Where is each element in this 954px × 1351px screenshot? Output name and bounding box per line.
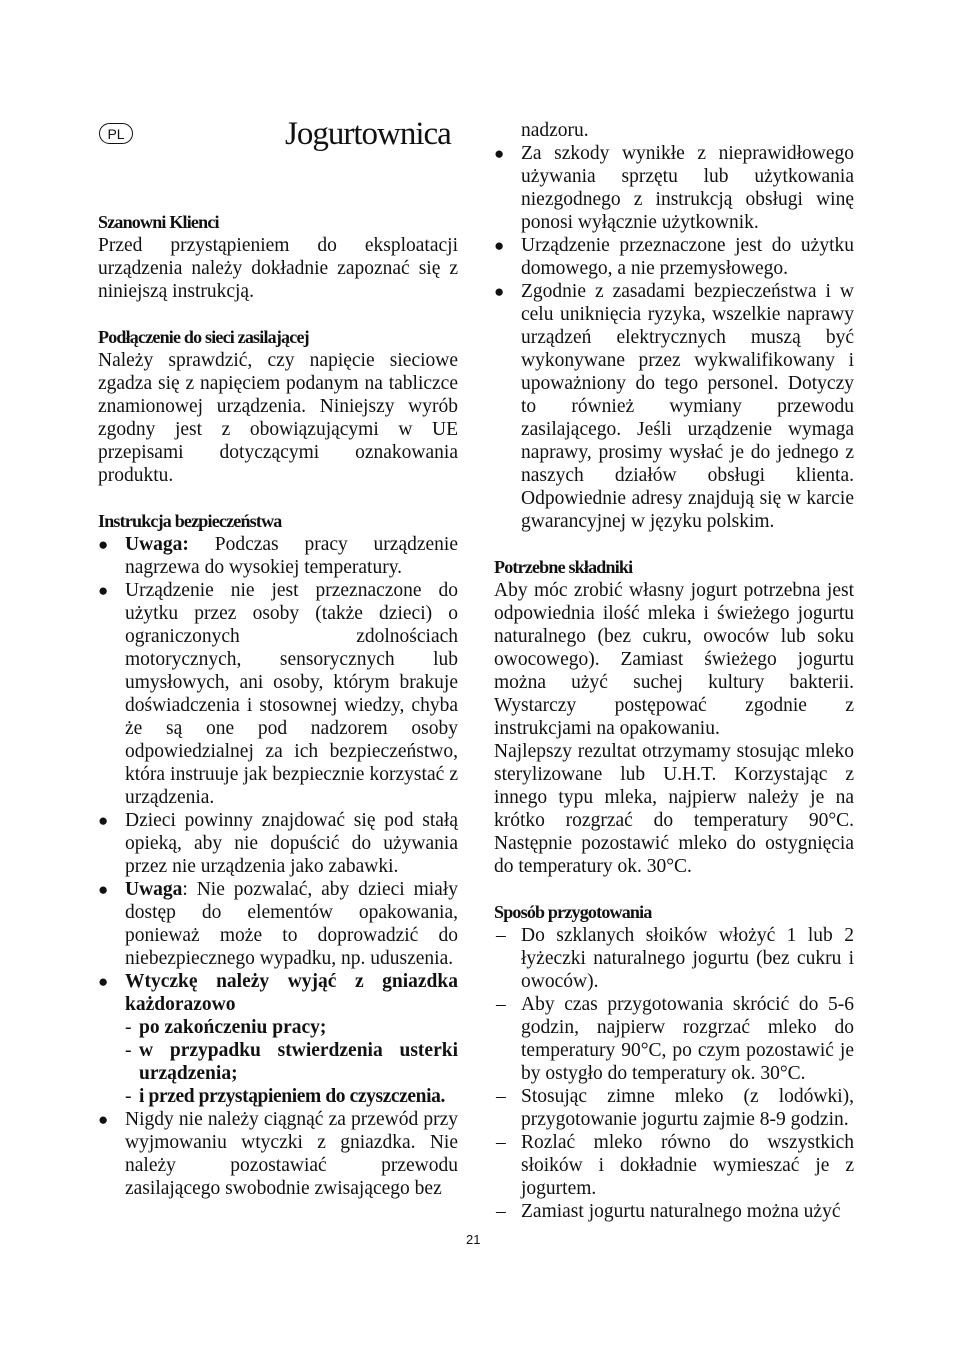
- bullet-bold-label: Wtyczkę należy wyjąć z gniazdka każdorazowo: [125, 971, 458, 1015]
- language-badge: PL: [99, 123, 133, 144]
- paragraph-skladniki-2: Najlepszy rezultat otrzymamy stosując mleko sterylizowane lub U.H.T. Korzystając z innego typu mleka, najpierw należy je na krótko rozgrzać do temperatury 90°C. Następnie pozostawić mleko do ostygnięcia do temperatury ok. 30°C.: [494, 741, 854, 877]
- list-item: – Stosując zimne mleko (z lodówki), przygotowanie jogurtu zajmie 8-9 godzin.: [494, 1085, 854, 1131]
- heading-instrukcja-bezpieczenstwa: Instrukcja bezpieczeństwa: [98, 511, 282, 531]
- list-item: – Zamiast jogurtu naturalnego można użyć: [494, 1200, 854, 1223]
- heading-podlaczenie: Podłączenie do sieci zasilającej: [98, 327, 309, 347]
- right-column: [494, 0, 854, 1223]
- bullet-bold-label: Uwaga:: [125, 534, 189, 555]
- sub-list-item: - i przed przystąpieniem do czyszczenia.: [98, 1085, 458, 1108]
- paragraph-continuation: nadzoru.: [521, 120, 589, 141]
- paragraph-skladniki-1: Aby móc zrobić własny jogurt potrzebna jest odpowiednia ilość mleka i świeżego jogurtu naturalnego (bez cukru, owoców lub soku owocowego). Zamiast świeżego jogurtu można użyć suchej kultury bakterii. Wystarczy postępować zgodnie z instrukcjami na opakowaniu.: [494, 580, 854, 739]
- list-item: [98, 533, 458, 579]
- sub-list-item: - w przypadku stwierdzenia usterki urządzenia;: [98, 1039, 458, 1085]
- list-item: ● Dzieci powinny znajdować się pod stałą opieką, aby nie dopuścić do używania przez nie urządzenia jako zabawki.: [98, 809, 458, 878]
- list-item: ● Nigdy nie należy ciągnąć za przewód przy wyjmowaniu wtyczki z gniazdka. Nie należy pozostawiać przewodu zasilającego swobodnie zwisającego bez: [98, 1108, 458, 1200]
- page-number: 21: [466, 1232, 481, 1247]
- bullet-text: : Nie pozwalać, aby dzieci miały dostęp do elementów opakowania, ponieważ może to doprowadzić do niebezpiecznego wypadku, np. uduszenia.: [125, 879, 458, 969]
- list-item: ● Za szkody wynikłe z nieprawidłowego używania sprzętu lub użytkowania niezgodnego z instrukcją obsługi winę ponosi wyłącznie użytkownik.: [494, 142, 854, 234]
- list-item: – Do szklanych słoików włożyć 1 lub 2 łyżeczki naturalnego jogurtu (bez cukru i owoców).: [494, 924, 854, 993]
- list-item: ● Urządzenie nie jest przeznaczone do użytku przez osoby (także dzieci) o ograniczonych zdolnościach motorycznych, sensorycznych lub umysłowych, ani osoby, którym brakuje doświadczenia i stosownej wiedzy, chyba że są one pod nadzorem osoby odpowiedzialnej za ich bezpieczeństwo, która instruuje jak bezpiecznie korzystać z urządzenia.: [98, 579, 458, 809]
- paragraph-podlaczenie: Należy sprawdzić, czy napięcie sieciowe zgadza się z napięciem podanym na tabliczce znamionowej urządzenia. Niniejszy wyrób zgodny jest z obowiązującymi w UE przepisami dotyczącymi oznakowania produktu.: [98, 350, 458, 486]
- list-item: ● Urządzenie przeznaczone jest do użytku domowego, a nie przemysłowego.: [494, 234, 854, 280]
- left-column: [98, 0, 458, 1200]
- sub-list-item: - po zakończeniu pracy;: [98, 1016, 458, 1039]
- list-item: – Rozlać mleko równo do wszystkich słoików i dokładnie wymieszać je z jogurtem.: [494, 1131, 854, 1200]
- heading-sposob-przygotowania: Sposób przygotowania: [494, 902, 652, 922]
- list-item: [98, 970, 458, 1016]
- list-item: – Aby czas przygotowania skrócić do 5-6 godzin, najpierw rozgrzać mleko do temperatury 90°C, po czym pozostawić je by ostygło do temperatury ok. 30°C.: [494, 993, 854, 1085]
- bullet-text: Podczas pracy urządzenie nagrzewa do wysokiej temperatury.: [125, 534, 458, 578]
- heading-szanowni-klienci: Szanowni Klienci: [98, 212, 219, 232]
- list-item: ● Zgodnie z zasadami bezpieczeństwa i w celu uniknięcia ryzyka, wszelkie naprawy urządzeń elektrycznych muszą być wykonywane przez wykwalifikowany i upoważniony do tego personel. Dotyczy to również wymiany przewodu zasilającego. Jeśli urządzenie wymaga naprawy, prosimy wysłać je do jednego z naszych działów obsługi klienta. Odpowiednie adresy znajdują się w karcie gwarancyjnej w języku polskim.: [494, 280, 854, 533]
- page-title: Jogurtownica: [285, 116, 451, 152]
- paragraph-intro: Przed przystąpieniem do eksploatacji urządzenia należy dokładnie zapoznać się z niniejszą instrukcją.: [98, 235, 458, 302]
- list-item: [98, 878, 458, 970]
- bullet-bold-label: Uwaga: [125, 879, 183, 900]
- heading-potrzebne-skladniki: Potrzebne składniki: [494, 557, 633, 577]
